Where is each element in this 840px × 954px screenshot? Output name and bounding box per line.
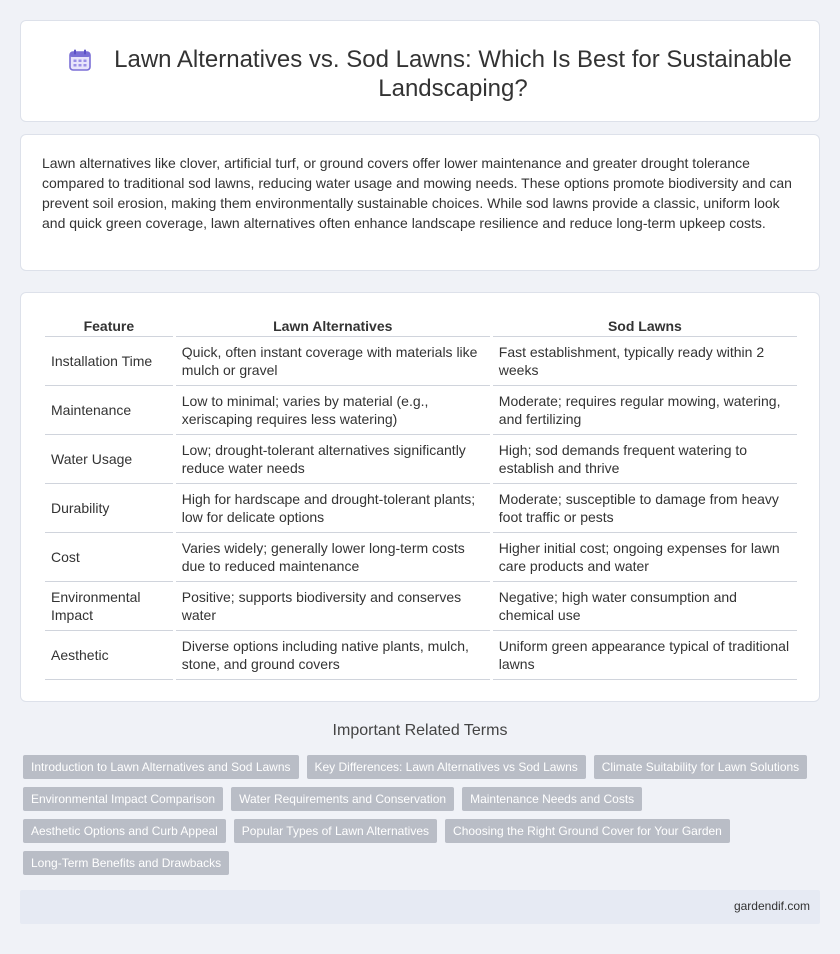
related-term-tag[interactable]: Popular Types of Lawn Alternatives [234,819,437,843]
related-term-tag[interactable]: Maintenance Needs and Costs [462,787,642,811]
lawn-alternatives-cell: High for hardscape and drought-tolerant plants; low for delicate options [176,484,490,533]
feature-cell: Maintenance [45,386,173,435]
sod-lawns-cell: Negative; high water consumption and chemical use [493,582,797,631]
related-terms-heading: Important Related Terms [332,722,508,739]
calendar-icon [67,47,93,73]
related-term-tag[interactable]: Aesthetic Options and Curb Appeal [23,819,226,843]
lawn-alternatives-cell: Positive; supports biodiversity and conserves water [176,582,490,631]
column-header-sod-lawns: Sod Lawns [493,316,797,337]
related-term-tag[interactable]: Key Differences: Lawn Alternatives vs Sod Lawns [307,755,586,779]
table-row [45,582,797,631]
feature-cell: Durability [45,484,173,533]
header [61,45,799,103]
table-row [45,484,797,533]
comparison-table [42,316,800,680]
feature-cell: Environmental Impact [45,582,173,631]
sod-lawns-cell: Uniform green appearance typical of traditional lawns [493,631,797,680]
related-term-tag[interactable]: Climate Suitability for Lawn Solutions [594,755,807,779]
feature-cell: Installation Time [45,337,173,386]
table-row [45,337,797,386]
table-row [45,386,797,435]
related-term-tag[interactable]: Water Requirements and Conservation [231,787,454,811]
related-term-tag[interactable]: Environmental Impact Comparison [23,787,223,811]
footer-site-name: gardendif.com [733,899,810,913]
table-row [45,631,797,680]
comparison-card [20,292,820,702]
page-title: Lawn Alternatives vs. Sod Lawns: Which Is Best for Sustainable Landscaping? [114,46,792,102]
sod-lawns-cell: Higher initial cost; ongoing expenses for lawn care products and water [493,533,797,582]
footer [20,890,820,924]
column-header-lawn-alternatives: Lawn Alternatives [176,316,490,337]
header-card [20,20,820,122]
table-row [45,435,797,484]
table-row [45,533,797,582]
intro-card [20,134,820,271]
feature-cell: Cost [45,533,173,582]
sod-lawns-cell: Fast establishment, typically ready within 2 weeks [493,337,797,386]
intro-paragraph: Lawn alternatives like clover, artificial turf, or ground covers offer lower maintenance and greater drought tolerance compared to traditional sod lawns, reducing water usage and mowing needs. These options promote biodiversity and can prevent soil erosion, making them environmentally sustainable choices. While sod lawns provide a classic, uniform look and quick green coverage, lawn alternatives often enhance landscape resilience and reduce long-term upkeep costs. [42,155,792,231]
related-terms-list [23,755,813,875]
feature-cell: Water Usage [45,435,173,484]
related-term-tag[interactable]: Choosing the Right Ground Cover for Your Garden [445,819,730,843]
sod-lawns-cell: High; sod demands frequent watering to establish and thrive [493,435,797,484]
feature-cell: Aesthetic [45,631,173,680]
column-header-feature: Feature [45,316,173,337]
lawn-alternatives-cell: Diverse options including native plants, mulch, stone, and ground covers [176,631,490,680]
related-term-tag[interactable]: Introduction to Lawn Alternatives and Sod Lawns [23,755,299,779]
lawn-alternatives-cell: Low to minimal; varies by material (e.g., xeriscaping requires less watering) [176,386,490,435]
lawn-alternatives-cell: Low; drought-tolerant alternatives significantly reduce water needs [176,435,490,484]
table-header-row [45,316,797,337]
lawn-alternatives-cell: Quick, often instant coverage with materials like mulch or gravel [176,337,490,386]
lawn-alternatives-cell: Varies widely; generally lower long-term costs due to reduced maintenance [176,533,490,582]
sod-lawns-cell: Moderate; requires regular mowing, watering, and fertilizing [493,386,797,435]
sod-lawns-cell: Moderate; susceptible to damage from heavy foot traffic or pests [493,484,797,533]
related-term-tag[interactable]: Long-Term Benefits and Drawbacks [23,851,229,875]
